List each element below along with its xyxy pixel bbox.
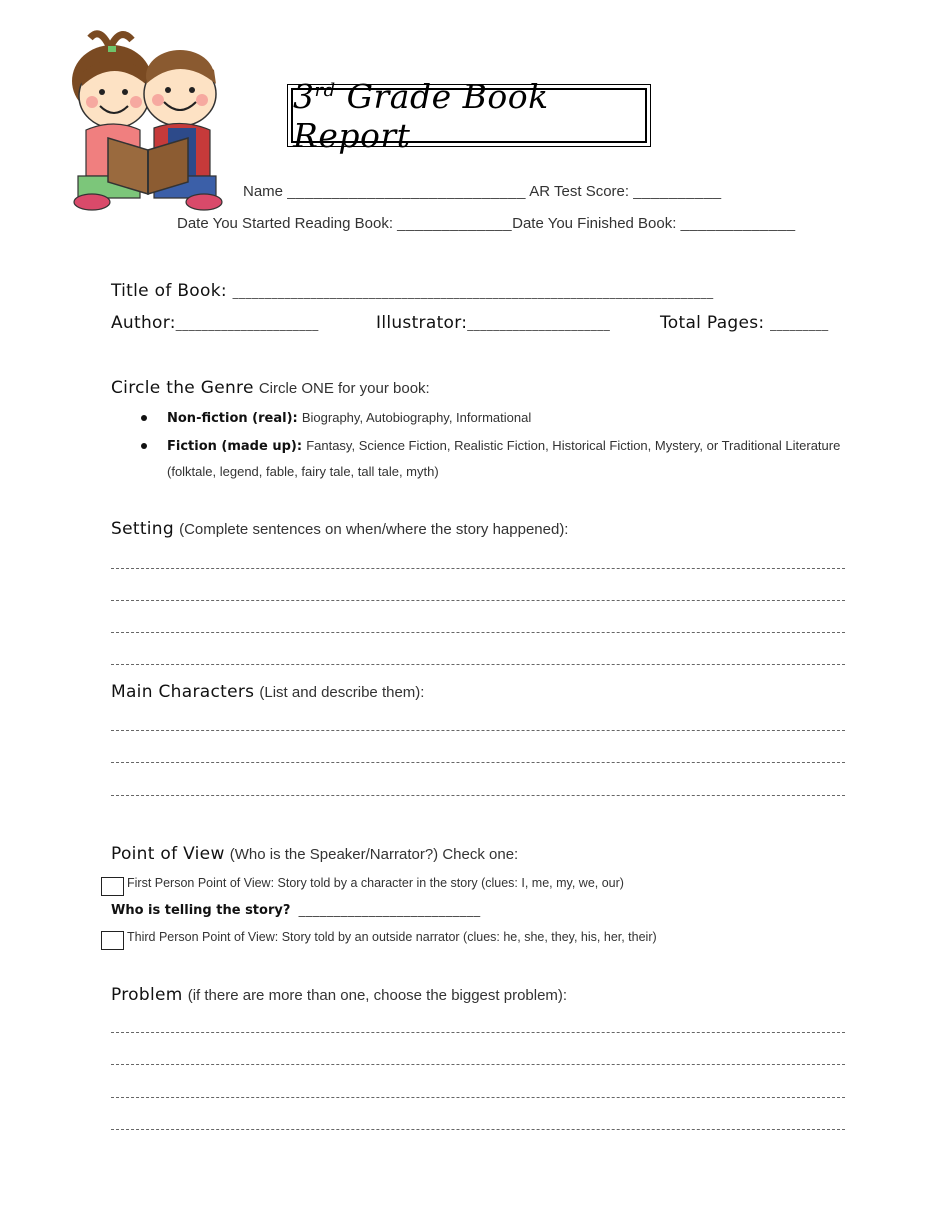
report-title: 3rd Grade Book Report — [293, 76, 549, 155]
setting-heading-row — [111, 519, 568, 539]
problem-write-line[interactable] — [111, 1064, 845, 1065]
first-person-checkbox[interactable] — [101, 877, 124, 896]
problem-write-line[interactable] — [111, 1129, 845, 1130]
book-title-blank[interactable]: __________________________________________________________________________ — [232, 285, 714, 299]
third-person-checkbox[interactable] — [101, 931, 124, 950]
characters-instruction: (List and describe them): — [259, 684, 425, 701]
date-started-blank[interactable]: _____________ — [397, 215, 513, 232]
dates-field-row — [177, 215, 796, 232]
setting-write-line[interactable] — [111, 632, 845, 633]
bullet-icon — [141, 415, 147, 421]
problem-write-line[interactable] — [111, 1032, 845, 1033]
problem-write-line[interactable] — [111, 1097, 845, 1098]
setting-write-line[interactable] — [111, 664, 845, 665]
fiction-options[interactable]: Fantasy, Science Fiction, Realistic Fiction, Historical Fiction, Mystery, or Traditional Literature — [306, 438, 841, 453]
illustrator-row — [376, 313, 610, 333]
pov-heading-row — [111, 844, 518, 864]
setting-write-line[interactable] — [111, 600, 845, 601]
illustrator-blank[interactable]: ______________________ — [467, 317, 611, 331]
children-reading-book-illustration — [70, 26, 230, 212]
characters-write-line[interactable] — [111, 795, 845, 796]
date-started-label: Date You Started Reading Book: — [177, 215, 393, 232]
fiction-options-traditional[interactable]: (folktale, legend, fable, fairy tale, tall tale, myth) — [167, 464, 439, 479]
characters-heading-row — [111, 682, 424, 702]
genre-heading: Circle the Genre — [111, 378, 254, 398]
who-telling-label: Who is telling the story? — [111, 903, 291, 918]
first-person-option: First Person Point of View: Story told by a character in the story (clues: I, me, my, we, our) — [127, 876, 624, 890]
setting-instruction: (Complete sentences on when/where the story happened): — [179, 521, 569, 538]
characters-heading: Main Characters — [111, 682, 255, 702]
author-row — [111, 313, 319, 333]
characters-write-line[interactable] — [111, 762, 845, 763]
ar-score-blank[interactable]: __________ — [633, 183, 722, 200]
fiction-label: Fiction (made up): — [167, 439, 303, 454]
who-telling-blank[interactable]: __________________________ — [298, 903, 481, 918]
setting-write-line[interactable] — [111, 568, 845, 569]
total-pages-blank[interactable]: _________ — [770, 317, 829, 331]
book-title-row — [111, 281, 714, 301]
genre-heading-row — [111, 378, 430, 398]
nonfiction-options[interactable]: Biography, Autobiography, Informational — [301, 410, 532, 425]
ar-score-label: AR Test Score: — [529, 183, 630, 200]
characters-write-line[interactable] — [111, 730, 845, 731]
author-blank[interactable]: ______________________ — [175, 317, 319, 331]
problem-instruction: (if there are more than one, choose the biggest problem): — [187, 987, 568, 1004]
illustrator-label: Illustrator: — [376, 313, 468, 333]
book-title-label: Title of Book: — [111, 281, 227, 301]
who-telling-row — [111, 903, 481, 918]
total-pages-label: Total Pages: — [660, 313, 765, 333]
author-label: Author: — [111, 313, 176, 333]
total-pages-row — [660, 313, 829, 333]
report-title-box — [287, 76, 651, 155]
date-finished-label: Date You Finished Book: — [512, 215, 677, 232]
nonfiction-row — [167, 410, 531, 426]
third-person-option: Third Person Point of View: Story told by an outside narrator (clues: he, she, they, his, her, their) — [127, 930, 657, 944]
problem-heading: Problem — [111, 985, 183, 1005]
name-blank[interactable]: ___________________________ — [287, 183, 526, 200]
setting-heading: Setting — [111, 519, 174, 539]
fiction-row — [167, 438, 840, 454]
pov-heading: Point of View — [111, 844, 225, 864]
name-label: Name — [243, 183, 284, 200]
bullet-icon — [141, 443, 147, 449]
pov-instruction: (Who is the Speaker/Narrator?) Check one: — [229, 846, 519, 863]
date-finished-blank[interactable]: _____________ — [680, 215, 796, 232]
problem-heading-row — [111, 985, 567, 1005]
nonfiction-label: Non-fiction (real): — [167, 411, 298, 426]
genre-instruction: Circle ONE for your book: — [258, 380, 430, 397]
name-field-row — [243, 183, 722, 200]
